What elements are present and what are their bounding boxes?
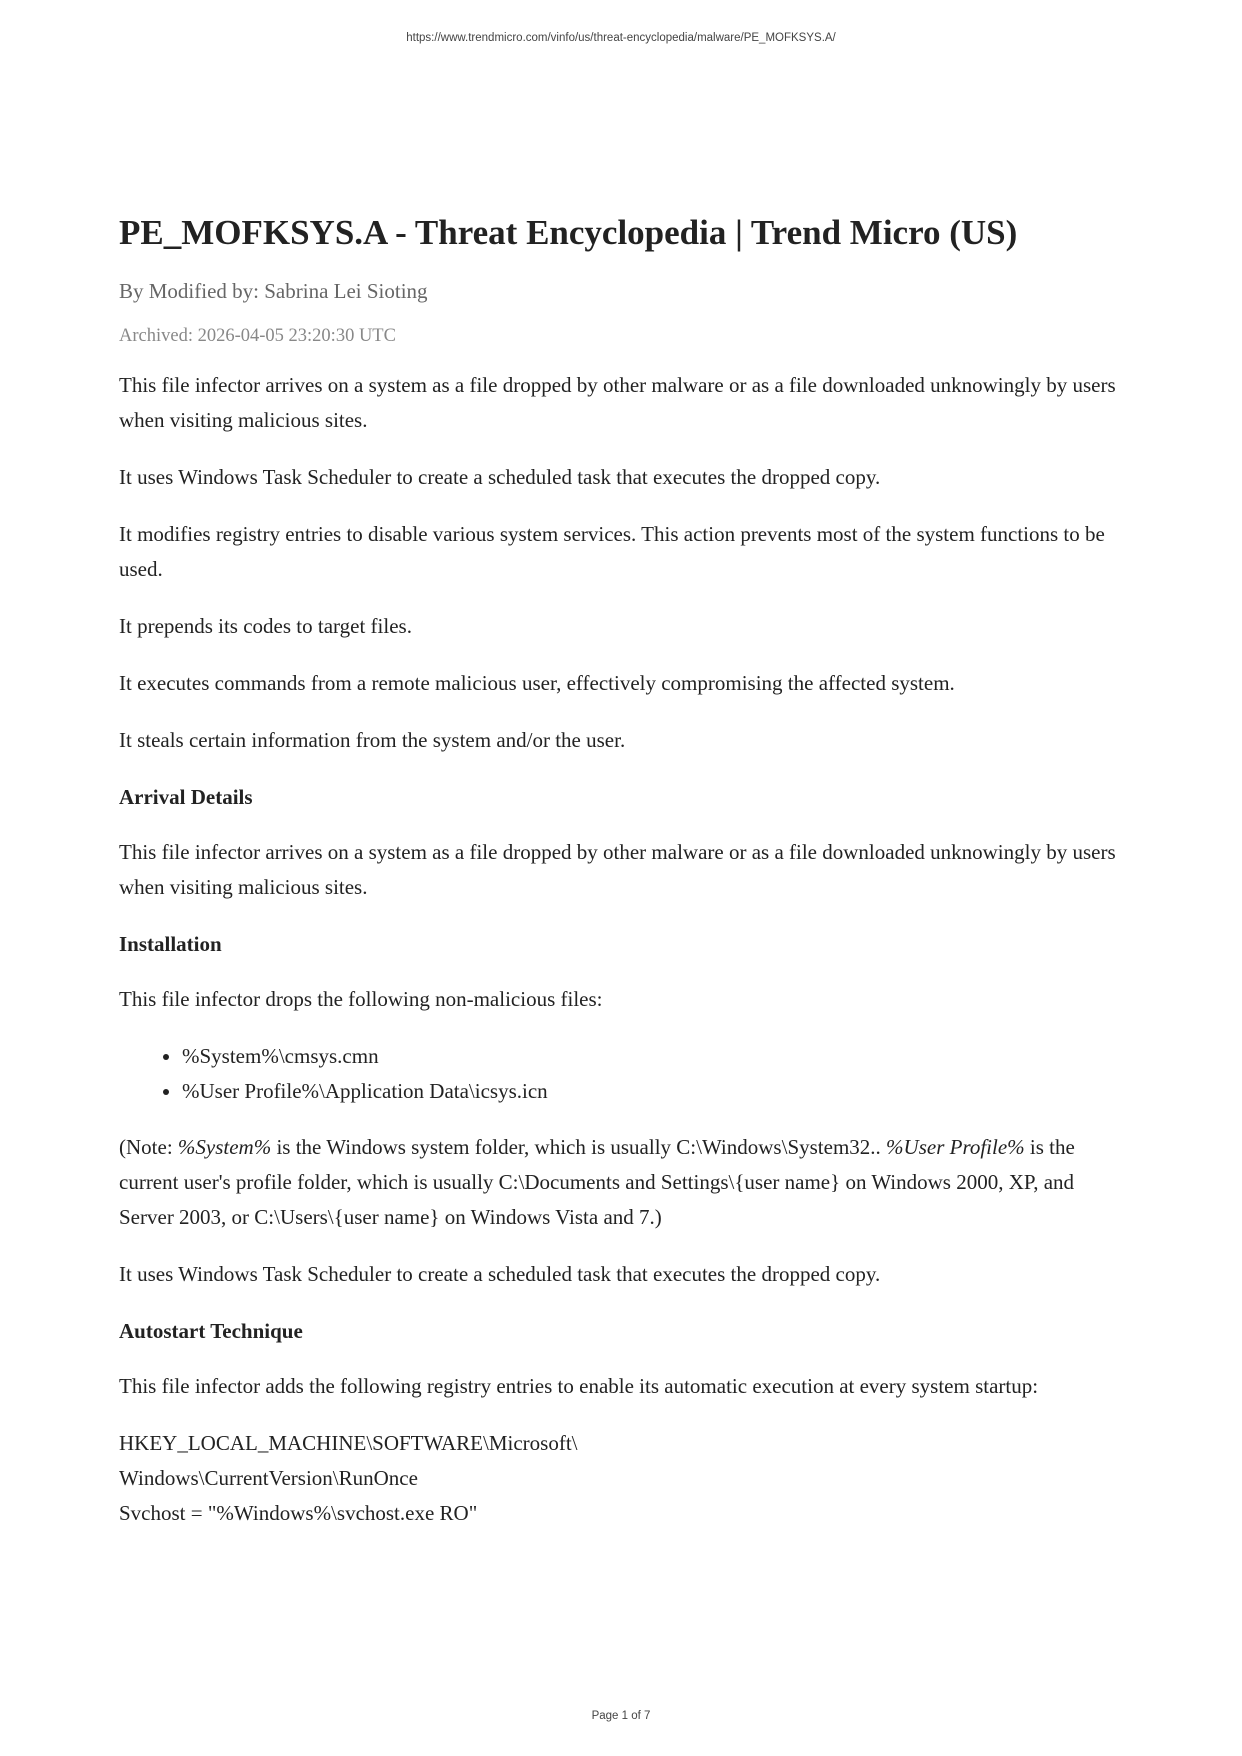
registry-line: Windows\CurrentVersion\RunOnce: [119, 1466, 418, 1491]
article-content: [119, 212, 1129, 1531]
installation-intro: This file infector drops the following non-malicious files:: [119, 987, 603, 1012]
summary-paragraph: It steals certain information from the system and/or the user.: [119, 728, 626, 753]
page-title: PE_MOFKSYS.A - Threat Encyclopedia | Trend Micro (US): [119, 213, 1018, 252]
archived-timestamp: Archived: 2026-04-05 23:20:30 UTC: [119, 326, 396, 347]
list-item: • %System%\cmsys.cmn: [182, 1039, 1129, 1074]
summary-paragraph: This file infector arrives on a system as a file dropped by other malware or as a file downloaded unknowingly by users when visiting malicious sites.: [119, 373, 1116, 433]
arrival-heading: Arrival Details: [119, 785, 253, 810]
arrival-paragraph: This file infector arrives on a system as a file dropped by other malware or as a file downloaded unknowingly by users when visiting malicious sites.: [119, 840, 1116, 900]
autostart-heading: Autostart Technique: [119, 1319, 303, 1344]
note-middle: is the Windows system folder, which is usually C:\Windows\System32..: [271, 1135, 887, 1160]
scheduler-paragraph: It uses Windows Task Scheduler to create a scheduled task that executes the dropped copy.: [119, 1262, 881, 1287]
summary-paragraph: It executes commands from a remote malicious user, effectively compromising the affected system.: [119, 671, 955, 696]
dropped-files-list: [119, 1039, 1129, 1109]
system-variable: %System%: [177, 1135, 272, 1160]
installation-heading: Installation: [119, 932, 222, 957]
note-end: is the current user's profile folder, which is usually C:\Documents and Settings\{user name} on Windows 2000, XP, and Server 2003, or C:\Users\{user name} on Windows Vista and 7.): [119, 1135, 1075, 1230]
registry-entry: [119, 1426, 1129, 1531]
page-url: https://www.trendmicro.com/vinfo/us/threat-encyclopedia/malware/PE_MOFKSYS.A/: [406, 32, 836, 44]
summary-paragraph: It prepends its codes to target files.: [119, 614, 412, 639]
user-profile-variable: %User Profile%: [886, 1135, 1025, 1160]
page-number: Page 1 of 7: [591, 1710, 651, 1722]
summary-paragraph: It uses Windows Task Scheduler to create a scheduled task that executes the dropped copy.: [119, 465, 881, 490]
registry-line: Svchost = "%Windows%\svchost.exe RO": [119, 1501, 478, 1526]
note-prefix: (Note:: [119, 1135, 178, 1160]
author-byline: By Modified by: Sabrina Lei Sioting: [119, 279, 428, 303]
autostart-intro: This file infector adds the following registry entries to enable its automatic execution at every system startup:: [119, 1374, 1039, 1399]
summary-paragraph: It modifies registry entries to disable various system services. This action prevents most of the system functions to be used.: [119, 522, 1105, 582]
list-item: • %User Profile%\Application Data\icsys.icn: [182, 1074, 1129, 1109]
installation-note: [119, 1130, 1129, 1235]
registry-line: HKEY_LOCAL_MACHINE\SOFTWARE\Microsoft\: [119, 1431, 578, 1456]
